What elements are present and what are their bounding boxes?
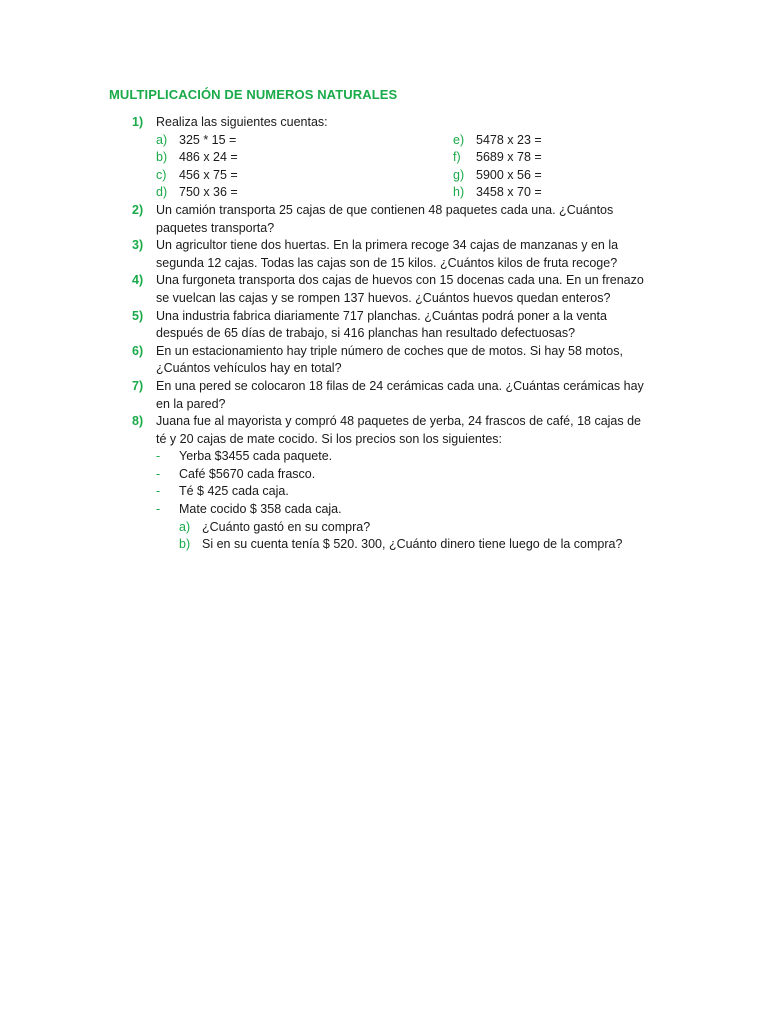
exercise-item-8 [109,413,669,554]
calc-letter: h) [453,185,465,200]
question-text: ¿Cuánto gastó en su compra? [202,519,371,534]
question-letter: b) [179,537,191,552]
exercise-number: 5) [132,308,144,323]
price-item [156,501,669,519]
exercise-number: 2) [132,202,144,217]
question-list [156,519,669,554]
exercise-line: Una furgoneta transporta dos cajas de huevos con 15 docenas cada una. En un frenazo [156,273,644,288]
calc-letter: g) [453,167,465,182]
exercise-item-2 [109,202,669,237]
price-list [156,448,669,518]
dash-bullet: - [156,502,161,517]
calc-letter: b) [156,150,168,165]
calc-item [156,167,238,185]
calc-text: 750 x 36 = [179,185,238,200]
calc-text: 325 * 15 = [179,132,237,147]
question-item [179,519,669,537]
price-item [156,466,669,484]
price-item [156,483,669,501]
calc-letter: d) [156,185,168,200]
exercise-line: ¿Cuántos vehículos hay en total? [156,361,342,376]
exercise-item-4 [109,272,669,307]
exercise-number: 4) [132,273,144,288]
question-text: Si en su cuenta tenía $ 520. 300, ¿Cuánto dinero tiene luego de la compra? [202,537,623,552]
calculation-grid [156,132,669,202]
price-text: Té $ 425 cada caja. [179,484,289,499]
calc-item [156,132,236,150]
exercise-number: 7) [132,378,144,393]
dash-bullet: - [156,466,161,481]
calc-item [453,149,542,167]
calc-text: 456 x 75 = [179,167,238,182]
exercise-number: 3) [132,238,144,253]
exercise-text: Realiza las siguientes cuentas: [156,115,328,129]
page-title: MULTIPLICACIÓN DE NUMEROS NATURALES [109,87,398,102]
exercise-line: Un camión transporta 25 cajas de que contienen 48 paquetes cada una. ¿Cuántos [156,202,614,217]
price-text: Café $5670 cada frasco. [179,466,316,481]
price-text: Yerba $3455 cada paquete. [179,449,333,464]
exercise-line: segunda 12 cajas. Todas las cajas son de 15 kilos. ¿Cuántos kilos de fruta recoge? [156,255,618,270]
exercise-number: 1) [132,115,144,129]
exercise-line: paquetes transporta? [156,220,275,235]
price-text: Mate cocido $ 358 cada caja. [179,502,342,517]
exercise-line: En un estacionamiento hay triple número de coches que de motos. Si hay 58 motos, [156,343,623,358]
calc-letter: a) [156,132,168,147]
calc-item [156,149,238,167]
calc-text: 3458 x 70 = [476,185,542,200]
calc-letter: f) [453,150,461,165]
exercise-item-3 [109,237,669,272]
question-letter: a) [179,519,191,534]
calc-text: 5900 x 56 = [476,167,542,182]
exercise-number: 8) [132,414,144,429]
exercise-item-7 [109,378,669,413]
exercise-line: Juana fue al mayorista y compró 48 paquetes de yerba, 24 frascos de café, 18 cajas de [156,414,642,429]
calc-letter: c) [156,167,167,182]
calc-item [156,184,238,202]
calc-item [453,167,542,185]
exercise-line: después de 65 días de trabajo, si 416 planchas han resultado defectuosas? [156,326,576,341]
exercise-line: en la pared? [156,396,226,411]
exercise-line: té y 20 cajas de mate cocido. Si los precios son los siguientes: [156,431,503,446]
exercise-number: 6) [132,343,144,358]
calc-letter: e) [453,132,465,147]
question-item [179,536,669,554]
price-item [156,448,669,466]
calc-text: 486 x 24 = [179,150,238,165]
exercise-line: Un agricultor tiene dos huertas. En la primera recoge 34 cajas de manzanas y en la [156,238,619,253]
calc-text: 5478 x 23 = [476,132,542,147]
calc-item [453,132,542,150]
exercise-line: En una pered se colocaron 18 filas de 24 cerámicas cada una. ¿Cuántas cerámicas hay [156,378,644,393]
calc-text: 5689 x 78 = [476,150,542,165]
dash-bullet: - [156,449,161,464]
exercise-item-1 [109,114,669,202]
exercise-list [109,114,669,554]
exercise-line: se vuelcan las cajas y se rompen 137 huevos. ¿Cuántos huevos quedan enteros? [156,290,611,305]
exercise-line: Una industria fabrica diariamente 717 planchas. ¿Cuántas podrá poner a la venta [156,308,607,323]
exercise-item-6 [109,343,669,378]
calc-item [453,184,542,202]
exercise-item-5 [109,308,669,343]
dash-bullet: - [156,484,161,499]
